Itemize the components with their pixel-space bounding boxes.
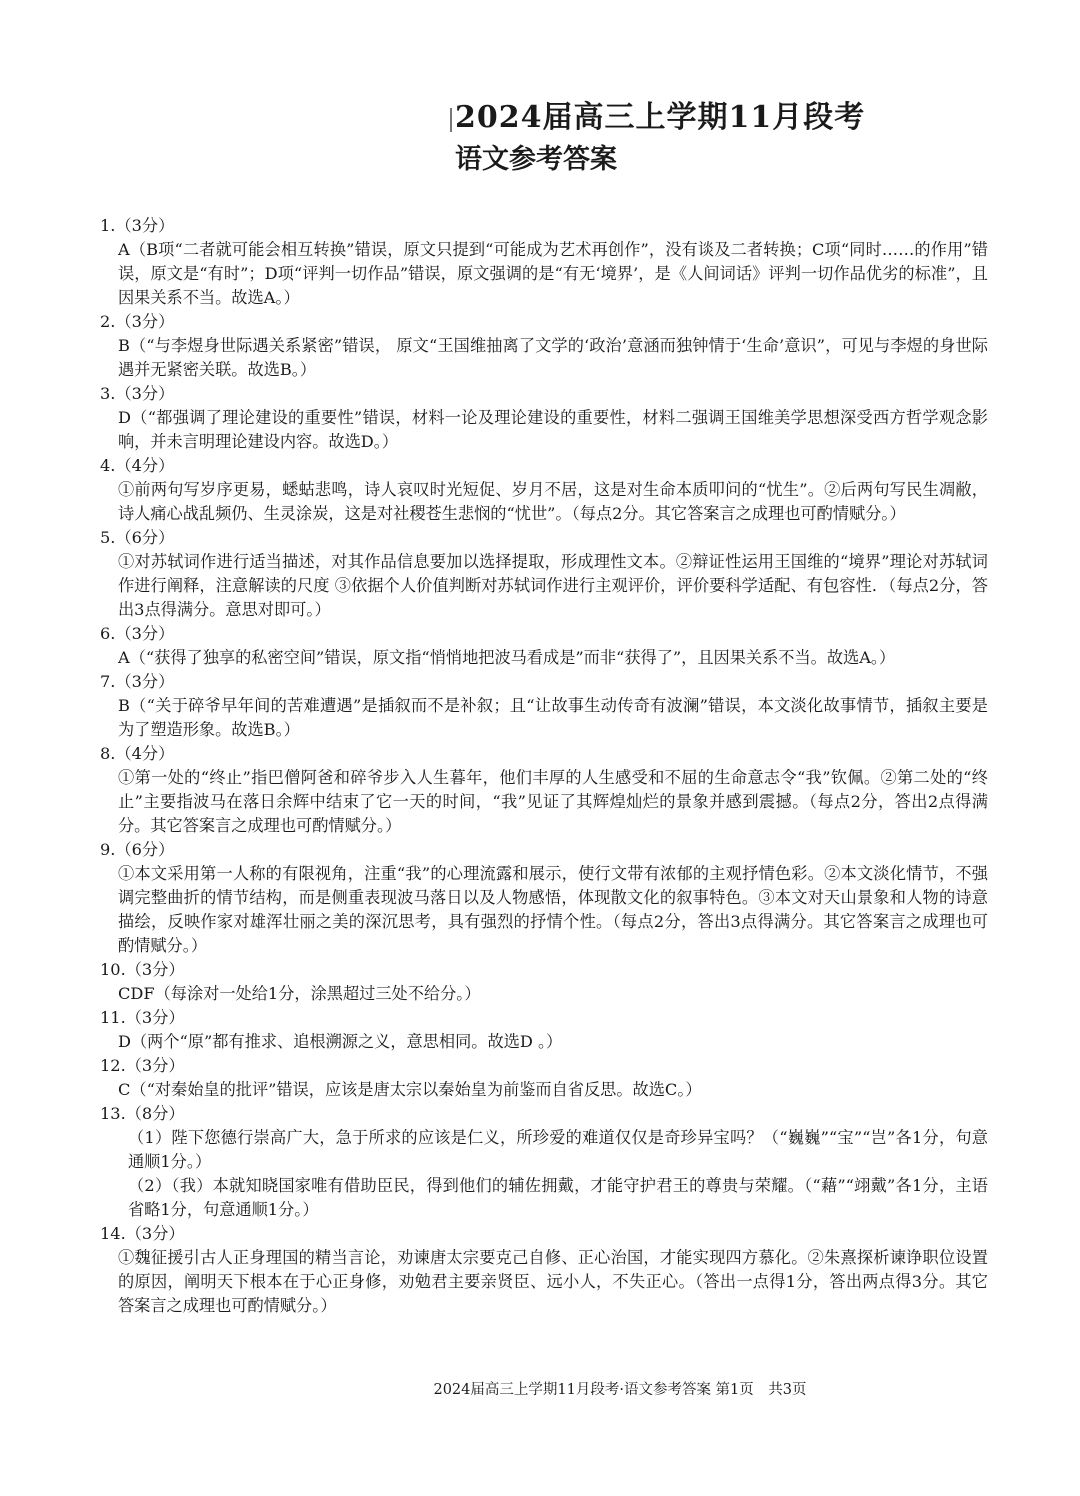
question-number: 11.（3分） xyxy=(100,1008,185,1027)
question-number: 9.（6分） xyxy=(100,840,175,859)
answer-list xyxy=(100,214,988,1318)
answer-item xyxy=(100,958,988,1006)
page-title: 2024届高三上学期11月段考 xyxy=(455,100,866,135)
answer-item xyxy=(100,214,988,310)
answer-item xyxy=(100,310,988,382)
answer-item xyxy=(100,1054,988,1102)
question-number: 10.（3分） xyxy=(100,960,185,979)
answer-text: ①前两句写岁序更易，蟋蛄悲鸣，诗人哀叹时光短促、岁月不居，这是对生命本质叩问的“忧生”。②后两句写民生凋敝，诗人痛心战乱频仍、生灵涂炭，这是对社稷苍生悲悯的“忧世”。（每点2分。其它答案言之成理也可酌情赋分。） xyxy=(118,480,988,523)
answer-text: ①魏征援引古人正身理国的精当言论，劝谏唐太宗要克己自修、正心治国，才能实现四方慕化。②朱熹探析谏诤职位设置的原因，阐明天下根本在于心正身修，劝勉君主要亲贤臣、远小人，不失正心。（答出一点得1分，答出两点得3分。其它答案言之成理也可酌情赋分。） xyxy=(118,1248,988,1315)
question-number: 12.（3分） xyxy=(100,1056,185,1075)
answer-text: B（“关于碎爷早年间的苦难遭遇”是插叙而不是补叙；且“让故事生动传奇有波澜”错误，本文淡化故事情节，插叙主要是为了塑造形象。故选B。） xyxy=(118,696,988,739)
question-number: 7.（3分） xyxy=(100,672,175,691)
answer-item xyxy=(100,454,988,526)
answer-text: ①对苏轼词作进行适当描述，对其作品信息要加以选择提取，形成理性文本。②辩证性运用王国维的“境界”理论对苏轼词作进行阐释，注意解读的尺度 ③依据个人价值判断对苏轼词作进行主观评价，评价要科学适配、有包容性．（每点2分，答出3点得满分。意思对即可。） xyxy=(118,552,988,619)
answer-text: CDF（每涂对一处给1分，涂黑超过三处不给分。） xyxy=(118,984,481,1003)
answer-text: C（“对秦始皇的批评”错误，应该是唐太宗以秦始皇为前鉴而自省反思。故选C。） xyxy=(118,1080,702,1099)
scan-mark xyxy=(450,108,452,132)
answer-item xyxy=(100,1006,988,1054)
answer-text: D（“都强调了理论建设的重要性”错误，材料一论及理论建设的重要性，材料二强调王国维美学思想深受西方哲学观念影响，并未言明理论建设内容。故选D。） xyxy=(118,408,988,451)
page-footer: 2024届高三上学期11月段考·语文参考答案 第1页 共3页 xyxy=(433,1382,807,1398)
answer-item xyxy=(100,742,988,838)
answer-text: D（两个“原”都有推求、追根溯源之义，意思相同。故选D 。） xyxy=(118,1032,563,1051)
answer-text: A（B项“二者就可能会相互转换”错误，原文只提到“可能成为艺术再创作”，没有谈及二者转换；C项“同时……的作用”错误，原文是“有时”；D项“评判一切作品”错误，原文强调的是“有无‘境界’，是《人间词话》评判一切作品优劣的标准”，且因果关系不当。故选A。） xyxy=(118,240,988,307)
answer-text: B（“与李煜身世际遇关系紧密”错误， 原文“王国维抽离了文学的‘政治’意涵而独钟情于‘生命’意识”，可见与李煜的身世际遇并无紧密关联。故选B。） xyxy=(118,336,988,379)
answer-item xyxy=(100,382,988,454)
answer-item xyxy=(100,526,988,622)
question-number: 6.（3分） xyxy=(100,624,175,643)
question-number: 2.（3分） xyxy=(100,312,175,331)
answer-item xyxy=(100,1222,988,1318)
answer-text: A（“获得了独享的私密空间”错误，原文指“悄悄地把波马看成是”而非“获得了”，且因果关系不当。故选A。） xyxy=(118,648,896,667)
page-subtitle: 语文参考答案 xyxy=(455,144,617,175)
question-number: 8.（4分） xyxy=(100,744,175,763)
answer-text: ①第一处的“终止”指巴僧阿爸和碎爷步入人生暮年，他们丰厚的人生感受和不屈的生命意志令“我”钦佩。②第二处的“终止”主要指波马在落日余辉中结束了它一天的时间，“我”见证了其辉煌灿烂的景象并感到震撼。（每点2分，答出2点得满分。其它答案言之成理也可酌情赋分。） xyxy=(118,768,988,835)
question-number: 5.（6分） xyxy=(100,528,175,547)
answer-text: ①本文采用第一人称的有限视角，注重“我”的心理流露和展示，使行文带有浓郁的主观抒情色彩。②本文淡化情节，不强调完整曲折的情节结构，而是侧重表现波马落日以及人物感悟，体现散文化的叙事特色。③本文对天山景象和人物的诗意描绘，反映作家对雄浑壮丽之美的深沉思考，具有强烈的抒情个性。（每点2分，答出3点得满分。其它答案言之成理也可酌情赋分。） xyxy=(118,864,988,955)
question-number: 4.（4分） xyxy=(100,456,175,475)
answer-item xyxy=(100,1102,988,1222)
question-number: 14.（3分） xyxy=(100,1224,185,1243)
answer-subitem: （1）陛下您德行崇高广大，急于所求的应该是仁义，所珍爱的难道仅仅是奇珍异宝吗？（“巍巍”“宝”“岂”各1分，句意通顺1分。） xyxy=(128,1128,988,1171)
question-number: 3.（3分） xyxy=(100,384,175,403)
question-number: 1.（3分） xyxy=(100,216,175,235)
answer-subitem: （2）（我）本就知晓国家唯有借助臣民，得到他们的辅佐拥戴，才能守护君王的尊贵与荣耀。（“藉”“翊戴”各1分，主语省略1分，句意通顺1分。） xyxy=(128,1176,988,1219)
answer-item xyxy=(100,622,988,670)
question-number: 13.（8分） xyxy=(100,1104,185,1123)
title-block xyxy=(455,98,865,178)
answer-item xyxy=(100,670,988,742)
answer-item xyxy=(100,838,988,958)
